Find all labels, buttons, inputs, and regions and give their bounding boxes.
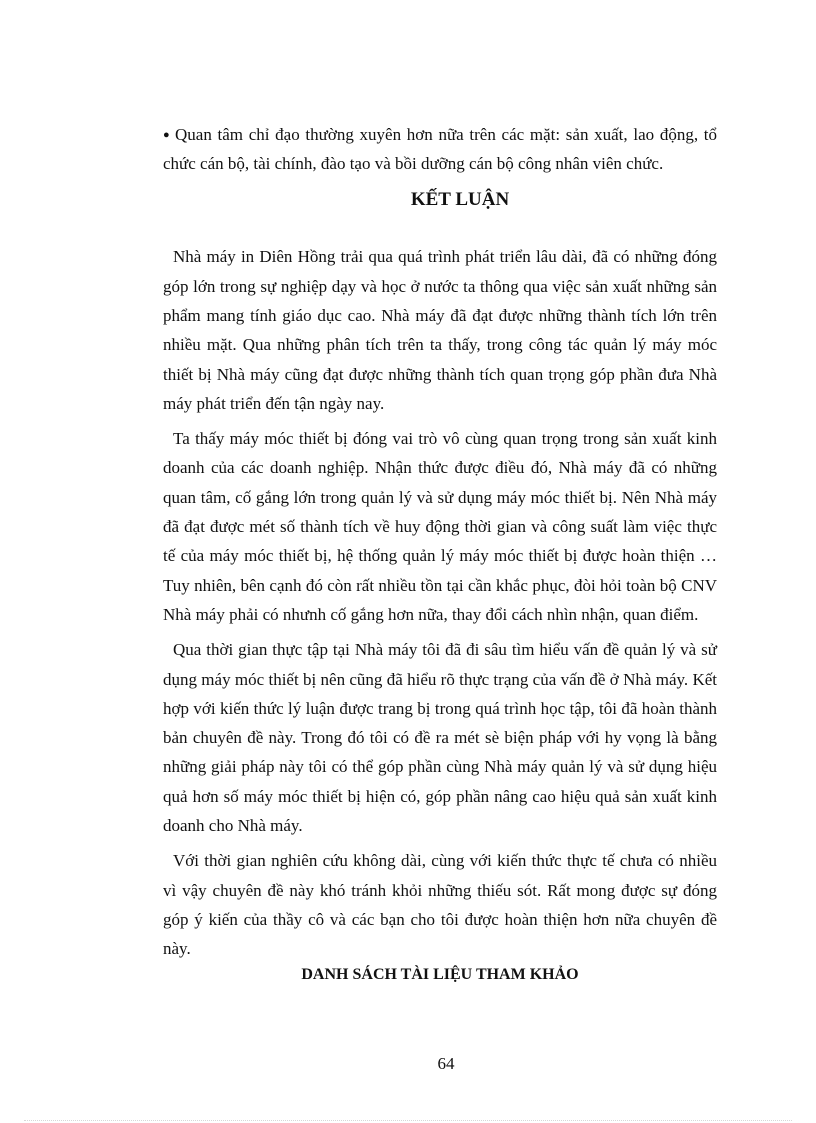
conclusion-paragraph-4: Với thời gian nghiên cứu không dài, cùng với kiến thức thực tế chưa có nhiều vì vậy chuyên đề này khó tránh khỏi những thiếu sót. Rất mong được sự đóng góp ý kiến của thầy cô và các bạn cho tôi được hoàn thiện hơn nữa chuyên đề này.	[163, 851, 717, 959]
references-heading: DANH SÁCH TÀI LIỆU THAM KHẢO	[301, 966, 579, 984]
bullet-dot-icon: ●	[163, 129, 170, 142]
bullet-item	[163, 121, 717, 177]
page-body	[163, 121, 717, 986]
page-bottom-divider	[24, 1120, 792, 1121]
page-number: 64	[437, 1054, 455, 1073]
conclusion-paragraph-1: Nhà máy in Diên Hồng trải qua quá trình phát triển lâu dài, đã có những đóng góp lớn trong sự nghiệp dạy và học ở nước ta thông qua việc sản xuất những sản phẩm mang tính giáo dục cao. Nhà máy đã đạt được những thành tích lớn trên nhiều mặt. Qua những phân tích trên ta thấy, trong công tác quản lý máy móc thiết bị Nhà máy cũng đạt được những thành tích quan trọng góp phần đưa Nhà máy phát triển đến tận ngày nay.	[163, 247, 717, 413]
conclusion-paragraph-3: Qua thời gian thực tập tại Nhà máy tôi đã đi sâu tìm hiểu vấn đề quản lý và sử dụng máy móc thiết bị nên cũng đã hiểu rõ thực trạng của vấn đề ở Nhà máy. Kết hợp với kiến thức lý luận được trang bị trong quá trình học tập, tôi đã hoàn thành bản chuyên đề này. Trong đó tôi có đề ra mét sè biện pháp với hy vọng là bằng những giải pháp này tôi có thể góp phần cùng Nhà máy quản lý và sử dụng hiệu quả hơn số máy móc thiết bị hiện có, góp phần nâng cao hiệu quả sản xuất kinh doanh cho Nhà máy.	[163, 640, 717, 835]
conclusion-paragraph-2: Ta thấy máy móc thiết bị đóng vai trò vô cùng quan trọng trong sản xuất kinh doanh của các doanh nghiệp. Nhận thức được điều đó, Nhà máy đã có những quan tâm, cố gắng lớn trong quản lý và sử dụng máy móc thiết bị. Nên Nhà máy đã đạt được mét số thành tích về huy động thời gian và công suất làm việc thực tế của máy móc thiết bị, hệ thống quản lý máy móc thiết bị được hoàn thiện … Tuy nhiên, bên cạnh đó còn rất nhiều tồn tại cần khắc phục, đòi hỏi toàn bộ CNV Nhà máy phải có nhưnh cố gắng hơn nữa, thay đổi cách nhìn nhận, quan điểm.	[163, 429, 717, 624]
conclusion-heading: KẾT LUẬN	[410, 189, 510, 211]
bullet-text: Quan tâm chỉ đạo thường xuyên hơn nữa trên các mặt: sản xuất, lao động, tổ chức cán bộ, tài chính, đào tạo và bồi dưỡng cán bộ công nhân viên chức.	[163, 125, 717, 173]
